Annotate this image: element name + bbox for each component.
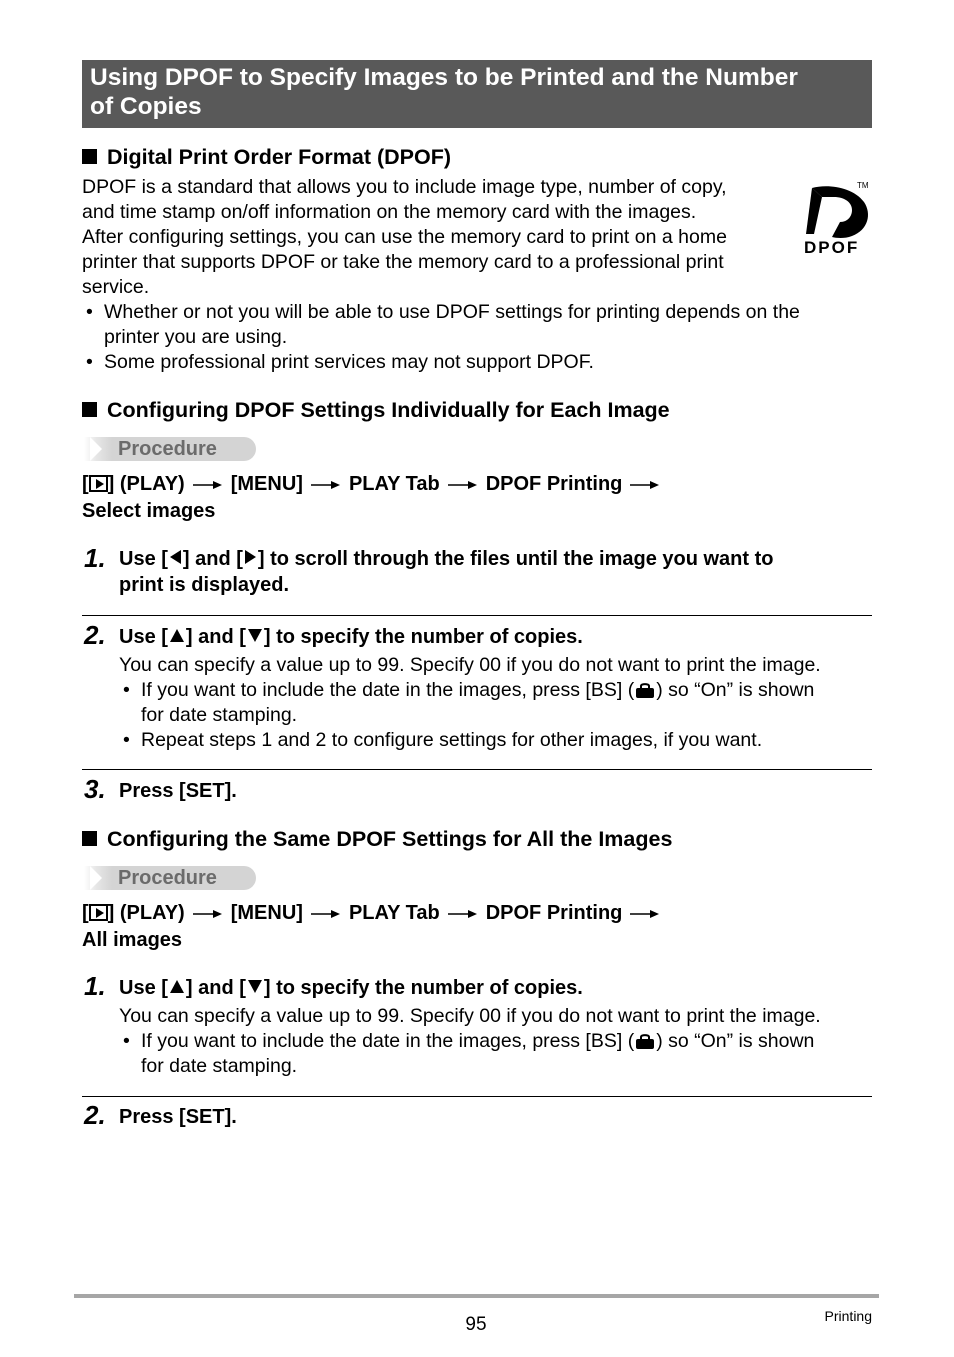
section-heading-text: Digital Print Order Format (DPOF) xyxy=(107,145,452,169)
logo-trademark: TM xyxy=(857,181,869,190)
bs-lock-icon xyxy=(635,1033,655,1049)
left-arrow-icon xyxy=(170,550,181,564)
step-text-part: Use [ xyxy=(119,977,168,999)
path-printing: DPOF Printing xyxy=(485,473,623,495)
bullet-dot: • xyxy=(86,351,93,373)
step-text-part: ] to specify the number of copies. xyxy=(263,977,583,999)
page-title-line1: Using DPOF to Specify Images to be Printed and the Number xyxy=(90,64,798,91)
menu-path-all xyxy=(82,900,668,954)
logo-text: DPOF xyxy=(804,238,860,257)
page-number: 95 xyxy=(465,1314,487,1335)
step-1-bullet-1 xyxy=(141,1029,814,1079)
dpof-logo xyxy=(800,180,872,260)
page-title xyxy=(90,63,865,121)
arrow-right-icon xyxy=(630,480,660,490)
path-final: All images xyxy=(82,929,183,951)
step-1-instruction xyxy=(119,975,583,1001)
bullet-text-part: ) so “On” is shown xyxy=(656,679,815,701)
dpof-paragraph xyxy=(82,175,727,300)
divider xyxy=(82,615,872,616)
square-bullet-icon xyxy=(82,402,97,417)
up-arrow-icon xyxy=(170,980,184,993)
step-2-body: You can specify a value up to 99. Specify 00 if you do not want to print the image. xyxy=(119,654,821,676)
paragraph-line: and time stamp on/off information on the memory card with the images. xyxy=(82,201,697,223)
paragraph-line: printer that supports DPOF or take the memory card to a professional print xyxy=(82,251,724,273)
step-text-part: ] and [ xyxy=(185,977,246,999)
play-icon xyxy=(89,475,108,492)
paragraph-line: After configuring settings, you can use the memory card to print on a home xyxy=(82,226,727,248)
paragraph-line: service. xyxy=(82,276,150,298)
path-play: ] (PLAY) xyxy=(107,902,185,924)
bullet-dot: • xyxy=(86,301,93,323)
procedure-tab xyxy=(84,866,256,890)
paragraph-line: DPOF is a standard that allows you to include image type, number of copy, xyxy=(82,176,727,198)
step-number: 1. xyxy=(84,971,106,1001)
bullet-dot: • xyxy=(123,1030,130,1052)
page-title-line2: of Copies xyxy=(90,93,202,120)
step-2-instruction: Press [SET]. xyxy=(119,1106,237,1128)
bullet-dot: • xyxy=(123,679,130,701)
bullet-text-line2: for date stamping. xyxy=(141,1055,298,1077)
up-arrow-icon xyxy=(170,629,184,642)
menu-path-individual xyxy=(82,471,668,525)
path-final: Select images xyxy=(82,500,216,522)
step-text-part: ] and [ xyxy=(185,626,246,648)
step-number: 3. xyxy=(84,774,106,804)
arrow-right-icon xyxy=(448,909,478,919)
arrow-right-icon xyxy=(311,480,341,490)
section-heading-dpof xyxy=(82,144,451,170)
dpof-bullet-2: Some professional print services may not support DPOF. xyxy=(104,351,594,373)
path-menu: [MENU] xyxy=(230,902,303,924)
bullet-text-part: If you want to include the date in the images, press [BS] ( xyxy=(141,1030,635,1052)
path-printing: DPOF Printing xyxy=(485,902,623,924)
path-bracket: [ xyxy=(82,473,89,495)
step-text-part: Use [ xyxy=(119,548,168,570)
step-text-part: ] to scroll through the files until the image you want to xyxy=(257,548,774,570)
dpof-bullet-1 xyxy=(104,300,800,350)
step-text-part: ] to specify the number of copies. xyxy=(263,626,583,648)
path-play: ] (PLAY) xyxy=(107,473,185,495)
bullet-text-part: If you want to include the date in the images, press [BS] ( xyxy=(141,679,635,701)
arrow-right-icon xyxy=(448,480,478,490)
bullet-text-part: ) so “On” is shown xyxy=(656,1030,815,1052)
procedure-label: Procedure xyxy=(118,867,217,889)
footer-rule xyxy=(74,1294,879,1298)
bullet-text-line2: for date stamping. xyxy=(141,704,298,726)
section-heading-text: Configuring the Same DPOF Settings for All the Images xyxy=(107,827,673,851)
arrow-right-icon xyxy=(311,909,341,919)
step-2-instruction xyxy=(119,624,583,650)
play-icon xyxy=(89,904,108,921)
bullet-line: Whether or not you will be able to use DPOF settings for printing depends on the xyxy=(104,301,800,323)
step-text-line2: print is displayed. xyxy=(119,574,290,596)
divider xyxy=(82,1096,872,1097)
bs-lock-icon xyxy=(635,682,655,698)
step-3-instruction: Press [SET]. xyxy=(119,780,237,802)
section-heading-individual xyxy=(82,397,670,423)
arrow-right-icon xyxy=(193,909,223,919)
step-text-part: ] and [ xyxy=(182,548,243,570)
right-arrow-icon xyxy=(245,550,256,564)
down-arrow-icon xyxy=(248,980,262,993)
arrow-right-icon xyxy=(193,480,223,490)
procedure-tab xyxy=(84,437,256,461)
step-1-instruction xyxy=(119,546,773,598)
square-bullet-icon xyxy=(82,149,97,164)
down-arrow-icon xyxy=(248,629,262,642)
path-menu: [MENU] xyxy=(230,473,303,495)
divider xyxy=(82,769,872,770)
step-1-body: You can specify a value up to 99. Specify 00 if you do not want to print the image. xyxy=(119,1005,821,1027)
footer-section-label: Printing xyxy=(824,1308,872,1324)
step-number: 2. xyxy=(84,620,106,650)
path-tab: PLAY Tab xyxy=(348,902,440,924)
path-tab: PLAY Tab xyxy=(348,473,440,495)
bullet-line: printer you are using. xyxy=(104,326,288,348)
path-bracket: [ xyxy=(82,902,89,924)
procedure-chevron-icon xyxy=(90,866,102,890)
procedure-label: Procedure xyxy=(118,438,217,460)
section-heading-all xyxy=(82,826,672,852)
step-number: 1. xyxy=(84,543,106,573)
step-2-bullet-2: Repeat steps 1 and 2 to configure settings for other images, if you want. xyxy=(141,729,763,751)
step-2-bullet-1 xyxy=(141,678,814,728)
step-text-part: Use [ xyxy=(119,626,168,648)
bullet-dot: • xyxy=(123,729,130,751)
arrow-right-icon xyxy=(630,909,660,919)
step-number: 2. xyxy=(84,1100,106,1130)
square-bullet-icon xyxy=(82,831,97,846)
section-heading-text: Configuring DPOF Settings Individually for Each Image xyxy=(107,398,670,422)
procedure-chevron-icon xyxy=(90,437,102,461)
